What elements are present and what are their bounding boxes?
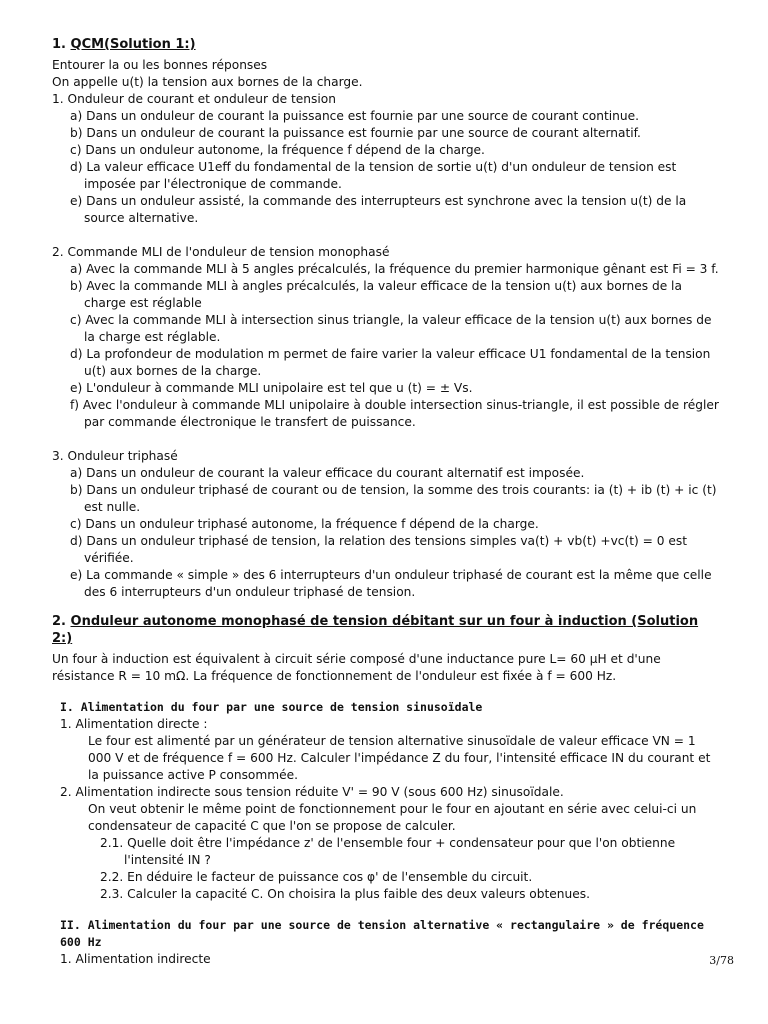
part3-list	[52, 465, 722, 601]
partI-sub2-text: On veut obtenir le même point de fonctionnement pour le four en ajoutant en série avec celui-ci un condensateur de capacité C que l'on se propose de calculer.	[88, 802, 697, 833]
part1-item: c) Dans un onduleur autonome, la fréquence f dépend de la charge.	[70, 143, 485, 157]
section1-number: 1.	[52, 37, 66, 52]
section2-title: Onduleur autonome monophasé de tension débitant sur un four à induction (Solution 2:)	[52, 614, 699, 646]
part2-item: c) Avec la commande MLI à intersection sinus triangle, la valeur efficace de la tension u(t) aux bornes de la charge est réglable.	[70, 313, 712, 344]
part2-list	[52, 261, 722, 431]
part2-title: 2. Commande MLI de l'onduleur de tension monophasé	[52, 245, 390, 259]
partII-title: II. Alimentation du four par une source de tension alternative « rectangulaire » de fréquence 600 Hz	[60, 918, 704, 949]
part2-item: d) La profondeur de modulation m permet de faire varier la valeur efficace U1 fondamental de la tension u(t) aux bornes de la charge.	[70, 347, 711, 378]
partII-sub1-title: 1. Alimentation indirecte	[60, 952, 211, 966]
partI-sub1-text: Le four est alimenté par un générateur de tension alternative sinusoïdale de valeur efficace VN = 1 000 V et de fréquence f = 600 Hz. Calculer l'impédance Z du four, l'intensité efficace IN du courant et la puissance active P consommée.	[88, 734, 711, 782]
instruction-line: Entourer la ou les bonnes réponses	[52, 58, 268, 72]
document-page	[52, 36, 722, 968]
page-number: 3/78	[709, 954, 734, 967]
section2-heading	[52, 613, 722, 647]
part2-item: e) L'onduleur à commande MLI unipolaire est tel que u (t) = ± Vs.	[70, 381, 473, 395]
question-2-1: 2.1. Quelle doit être l'impédance z' de l'ensemble four + condensateur pour que l'on obtienne l'intensité IN ?	[100, 836, 676, 867]
part1-item: b) Dans un onduleur de courant la puissance est fournie par une source de courant alternatif.	[70, 126, 641, 140]
part3-title: 3. Onduleur triphasé	[52, 449, 178, 463]
section1-title: QCM(Solution 1:)	[70, 37, 196, 52]
part3-item: c) Dans un onduleur triphasé autonome, la fréquence f dépend de la charge.	[70, 517, 539, 531]
part3-item: d) Dans un onduleur triphasé de tension, la relation des tensions simples va(t) + vb(t) +vc(t) = 0 est vérifiée.	[70, 534, 687, 565]
question-2-2: 2.2. En déduire le facteur de puissance cos φ' de l'ensemble du circuit.	[100, 870, 533, 884]
part3-item: a) Dans un onduleur de courant la valeur efficace du courant alternatif est imposée.	[70, 466, 585, 480]
definition-line: On appelle u(t) la tension aux bornes de la charge.	[52, 75, 363, 89]
partI-sub2-title: 2. Alimentation indirecte sous tension réduite V' = 90 V (sous 600 Hz) sinusoïdale.	[60, 785, 564, 799]
part1-item: d) La valeur efficace U1eff du fondamental de la tension de sortie u(t) d'un onduleur de tension est imposée par l'électronique de commande.	[70, 160, 677, 191]
part3-item: b) Dans un onduleur triphasé de courant ou de tension, la somme des trois courants: ia (t) + ib (t) + ic (t) est nulle.	[70, 483, 717, 514]
part1-title: 1. Onduleur de courant et onduleur de tension	[52, 92, 336, 106]
part2-item: b) Avec la commande MLI à angles précalculés, la valeur efficace de la tension u(t) aux bornes de la charge est réglable	[70, 279, 682, 310]
part1-item: a) Dans un onduleur de courant la puissance est fournie par une source de courant continue.	[70, 109, 639, 123]
part2-item: a) Avec la commande MLI à 5 angles précalculés, la fréquence du premier harmonique gênant est Fi = 3 f.	[70, 262, 719, 276]
partI-sub1-title: 1. Alimentation directe :	[60, 717, 208, 731]
part1-list	[52, 108, 722, 227]
section1-heading	[52, 36, 722, 53]
part1-item: e) Dans un onduleur assisté, la commande des interrupteurs est synchrone avec la tension u(t) de la source alternative.	[70, 194, 687, 225]
section2-intro: Un four à induction est équivalent à circuit série composé d'une inductance pure L= 60 µH et d'une résistance R = 10 mΩ. La fréquence de fonctionnement de l'onduleur est fixée à f = 600 Hz.	[52, 652, 661, 683]
partI-title: I. Alimentation du four par une source de tension sinusoïdale	[60, 700, 483, 714]
question-2-3: 2.3. Calculer la capacité C. On choisira la plus faible des deux valeurs obtenues.	[100, 887, 590, 901]
part2-item: f) Avec l'onduleur à commande MLI unipolaire à double intersection sinus-triangle, il est possible de régler par commande électronique le transfert de puissance.	[70, 398, 719, 429]
part3-item: e) La commande « simple » des 6 interrupteurs d'un onduleur triphasé de courant est la même que celle des 6 interrupteurs d'un onduleur triphasé de tension.	[70, 568, 712, 599]
section2-number: 2.	[52, 614, 66, 629]
